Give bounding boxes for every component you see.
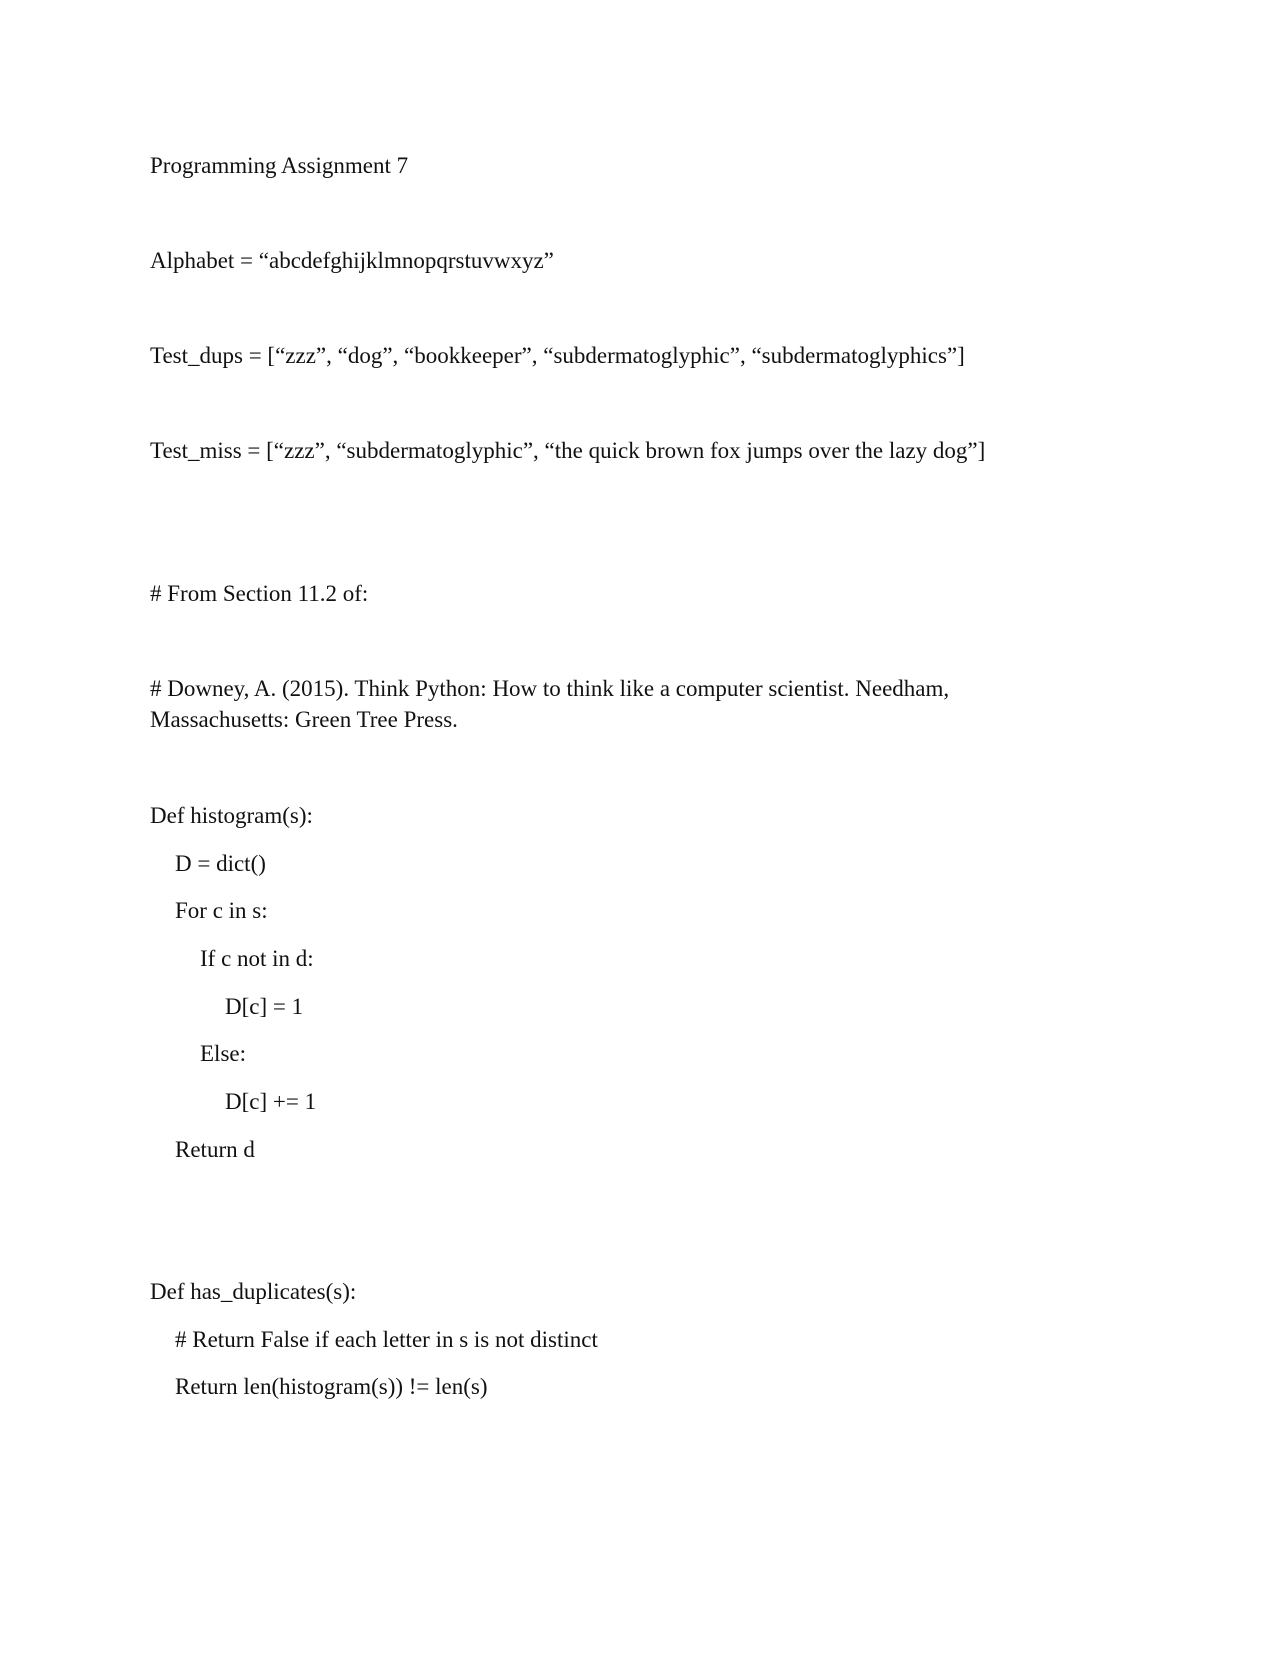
code-line: Return len(histogram(s)) != len(s)	[175, 1374, 488, 1399]
code-line: Else:	[200, 1041, 246, 1066]
code-line: D = dict()	[175, 851, 266, 876]
alphabet-line: Alphabet = “abcdefghijklmnopqrstuvwxyz”	[150, 248, 554, 273]
code-line: If c not in d:	[200, 946, 314, 971]
code-line: For c in s:	[175, 898, 268, 923]
code-line: D[c] = 1	[225, 994, 304, 1019]
citation-comment: # Downey, A. (2015). Think Python: How to think like a computer scientist. Needham, Massachusetts: Green Tree Press.	[150, 676, 950, 732]
document-title: Programming Assignment 7	[150, 153, 409, 178]
code-line: D[c] += 1	[225, 1089, 317, 1114]
code-line: Def has_duplicates(s):	[150, 1279, 357, 1304]
section-comment: # From Section 11.2 of:	[150, 581, 369, 606]
code-line: Def histogram(s):	[150, 803, 313, 828]
code-line: # Return False if each letter in s is not distinct	[175, 1327, 598, 1352]
code-line: Return d	[175, 1137, 255, 1162]
test-dups-line: Test_dups = [“zzz”, “dog”, “bookkeeper”, “subdermatoglyphic”, “subdermatoglyphics”]	[150, 343, 965, 368]
test-miss-line: Test_miss = [“zzz”, “subdermatoglyphic”, “the quick brown fox jumps over the lazy dog”]	[150, 438, 986, 463]
